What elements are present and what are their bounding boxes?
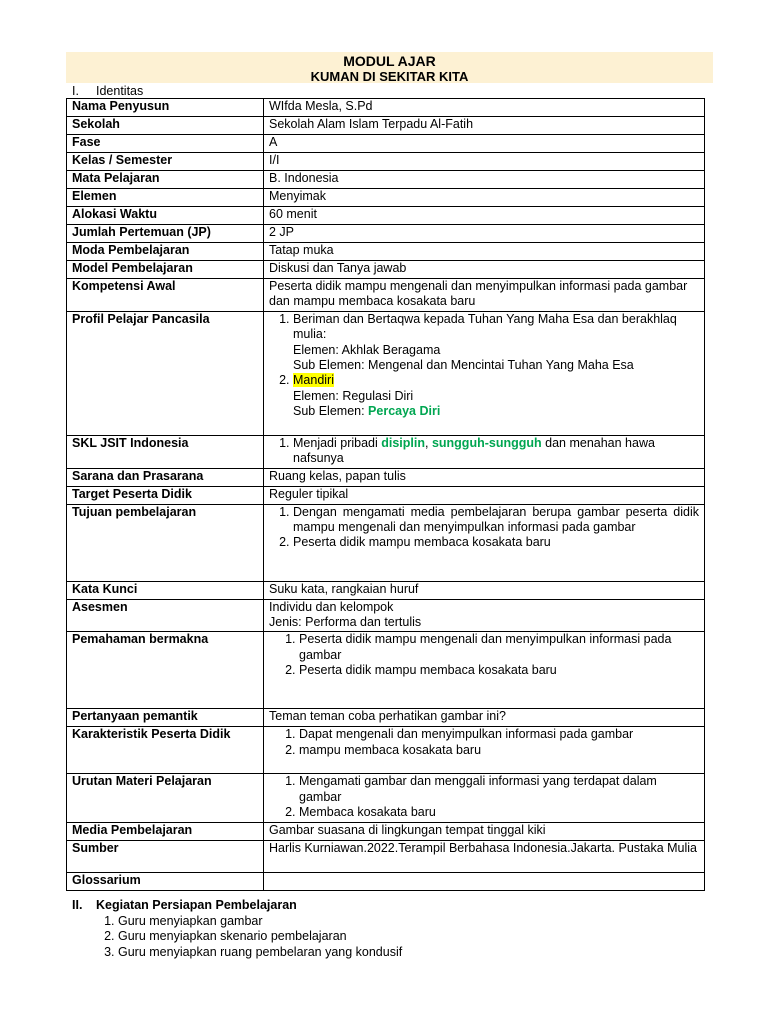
row-value: 2 JP <box>264 225 705 243</box>
row-value: B. Indonesia <box>264 171 705 189</box>
profil-item-elemen: Elemen: Regulasi Diri <box>293 388 414 403</box>
row-label: Jumlah Pertemuan (JP) <box>67 225 264 243</box>
table-row <box>67 599 705 632</box>
urutan-list <box>269 774 699 820</box>
row-label: Media Pembelajaran <box>67 822 264 840</box>
table-row <box>67 261 705 279</box>
table-row <box>67 504 705 581</box>
row-value <box>264 872 705 890</box>
table-row <box>67 99 705 117</box>
module-title: MODUL AJAR <box>343 53 436 69</box>
profil-list <box>269 312 699 420</box>
row-label: Pertanyaan pemantik <box>67 709 264 727</box>
row-label: Moda Pembelajaran <box>67 243 264 261</box>
profil-item-sub <box>293 404 699 419</box>
table-row <box>67 117 705 135</box>
row-value <box>264 311 705 435</box>
sub-value-green: Percaya Diri <box>368 404 441 419</box>
table-row <box>67 279 705 312</box>
list-item: 2. Guru menyiapkan skenario pembelajaran <box>118 929 402 945</box>
section-persiapan <box>72 898 402 960</box>
skl-green-word: sungguh-sungguh <box>431 435 542 450</box>
sub-prefix: Sub Elemen: <box>293 404 369 419</box>
table-row <box>67 243 705 261</box>
module-subtitle: KUMAN DI SEKITAR KITA <box>310 69 469 84</box>
table-row <box>67 171 705 189</box>
profil-item-sub <box>293 358 699 373</box>
module-title-box <box>66 52 713 83</box>
table-row <box>67 468 705 486</box>
row-label: Asesmen <box>67 599 264 632</box>
row-value: A <box>264 135 705 153</box>
row-value: 60 menit <box>264 207 705 225</box>
row-label: Kompetensi Awal <box>67 279 264 312</box>
list-item: 2. Peserta didik mampu membaca kosakata baru <box>299 663 699 678</box>
sub-prefix: Sub Elemen: <box>293 358 369 373</box>
table-row <box>67 189 705 207</box>
table-row <box>67 225 705 243</box>
row-value <box>264 504 705 581</box>
row-label: Glossarium <box>67 872 264 890</box>
skl-text: , <box>425 435 432 450</box>
section-heading <box>72 898 402 914</box>
list-item: 2. Peserta didik mampu membaca kosakata baru <box>293 535 699 550</box>
row-label: Karakteristik Peserta Didik <box>67 727 264 774</box>
table-row <box>67 153 705 171</box>
table-row <box>67 709 705 727</box>
row-value: Sekolah Alam Islam Terpadu Al-Fatih <box>264 117 705 135</box>
section-number: I. <box>72 84 79 98</box>
row-value: I/I <box>264 153 705 171</box>
row-value: Peserta didik mampu mengenali dan menyimpulkan informasi pada gambar dan mampu membaca kosakata baru <box>264 279 705 312</box>
skl-green-word: disiplin <box>381 435 425 450</box>
section-number: II. <box>72 898 83 912</box>
row-label: Fase <box>67 135 264 153</box>
row-value: Ruang kelas, papan tulis <box>264 468 705 486</box>
row-value: Teman teman coba perhatikan gambar ini? <box>264 709 705 727</box>
row-label: Model Pembelajaran <box>67 261 264 279</box>
table-row <box>67 135 705 153</box>
skl-text: Menjadi pribadi <box>293 435 382 450</box>
table-row <box>67 486 705 504</box>
row-label: Target Peserta Didik <box>67 486 264 504</box>
row-label: Pemahaman bermakna <box>67 632 264 709</box>
list-item <box>293 436 699 467</box>
profil-item-title: Beriman dan Bertaqwa kepada Tuhan Yang Maha Esa dan berakhlaq mulia: <box>293 311 677 342</box>
row-value: Reguler tipikal <box>264 486 705 504</box>
list-item: 1. Mengamati gambar dan menggali informasi yang terdapat dalam gambar <box>299 774 699 805</box>
row-value <box>264 435 705 468</box>
row-label: Nama Penyusun <box>67 99 264 117</box>
row-label: Sumber <box>67 840 264 872</box>
row-label: Alokasi Waktu <box>67 207 264 225</box>
row-value: Menyimak <box>264 189 705 207</box>
list-item: 2. Membaca kosakata baru <box>299 805 699 820</box>
row-label: SKL JSIT Indonesia <box>67 435 264 468</box>
skl-text: dan menahan hawa nafsunya <box>293 435 655 466</box>
list-item: 2. mampu membaca kosakata baru <box>299 743 699 758</box>
tujuan-list <box>269 505 699 551</box>
row-value <box>264 774 705 822</box>
pemahaman-list <box>269 632 699 678</box>
profil-item-elemen: Elemen: Akhlak Beragama <box>293 342 441 357</box>
table-row <box>67 872 705 890</box>
asesmen-line: Jenis: Performa dan tertulis <box>269 615 422 630</box>
sub-value: Mengenal dan Mencintai Tuhan Yang Maha Esa <box>368 358 634 373</box>
row-label: Kelas / Semester <box>67 153 264 171</box>
row-label: Tujuan pembelajaran <box>67 504 264 581</box>
section-title: Identitas <box>96 84 144 98</box>
table-row <box>67 435 705 468</box>
karakteristik-list <box>269 727 699 758</box>
section-identitas-heading <box>72 84 143 98</box>
list-item: 3. Guru menyiapkan ruang pembelaran yang kondusif <box>118 945 402 961</box>
row-label: Sarana dan Prasarana <box>67 468 264 486</box>
row-value: Tatap muka <box>264 243 705 261</box>
asesmen-line: Individu dan kelompok <box>269 599 394 614</box>
row-label: Profil Pelajar Pancasila <box>67 311 264 435</box>
row-value <box>264 632 705 709</box>
identity-table <box>66 98 705 891</box>
list-item: 1. Dapat mengenali dan menyimpulkan informasi pada gambar <box>299 727 699 742</box>
list-item <box>293 312 699 374</box>
table-row <box>67 774 705 822</box>
persiapan-list <box>72 914 402 961</box>
table-row <box>67 207 705 225</box>
row-value: WIfda Mesla, S.Pd <box>264 99 705 117</box>
row-label: Mata Pelajaran <box>67 171 264 189</box>
table-row <box>67 632 705 709</box>
table-row <box>67 840 705 872</box>
profil-item-title-highlighted: Mandiri <box>293 373 334 388</box>
row-value <box>264 727 705 774</box>
row-label: Kata Kunci <box>67 581 264 599</box>
skl-list <box>269 436 699 467</box>
row-value: Harlis Kurniawan.2022.Terampil Berbahasa Indonesia.Jakarta. Pustaka Mulia <box>264 840 705 872</box>
table-row <box>67 727 705 774</box>
table-row <box>67 822 705 840</box>
row-value <box>264 599 705 632</box>
row-value: Diskusi dan Tanya jawab <box>264 261 705 279</box>
row-value: Gambar suasana di lingkungan tempat tinggal kiki <box>264 822 705 840</box>
list-item: 1. Peserta didik mampu mengenali dan menyimpulkan informasi pada gambar <box>299 632 699 663</box>
section-title: Kegiatan Persiapan Pembelajaran <box>96 898 297 912</box>
list-item: 1. Dengan mengamati media pembelajaran berupa gambar peserta didik mampu mengenali dan menyimpulkan informasi pada gambar <box>293 505 699 536</box>
list-item <box>293 373 699 419</box>
row-label: Sekolah <box>67 117 264 135</box>
row-value: Suku kata, rangkaian huruf <box>264 581 705 599</box>
table-row <box>67 311 705 435</box>
list-item: 1. Guru menyiapkan gambar <box>118 914 402 930</box>
row-label: Elemen <box>67 189 264 207</box>
row-label: Urutan Materi Pelajaran <box>67 774 264 822</box>
table-row <box>67 581 705 599</box>
